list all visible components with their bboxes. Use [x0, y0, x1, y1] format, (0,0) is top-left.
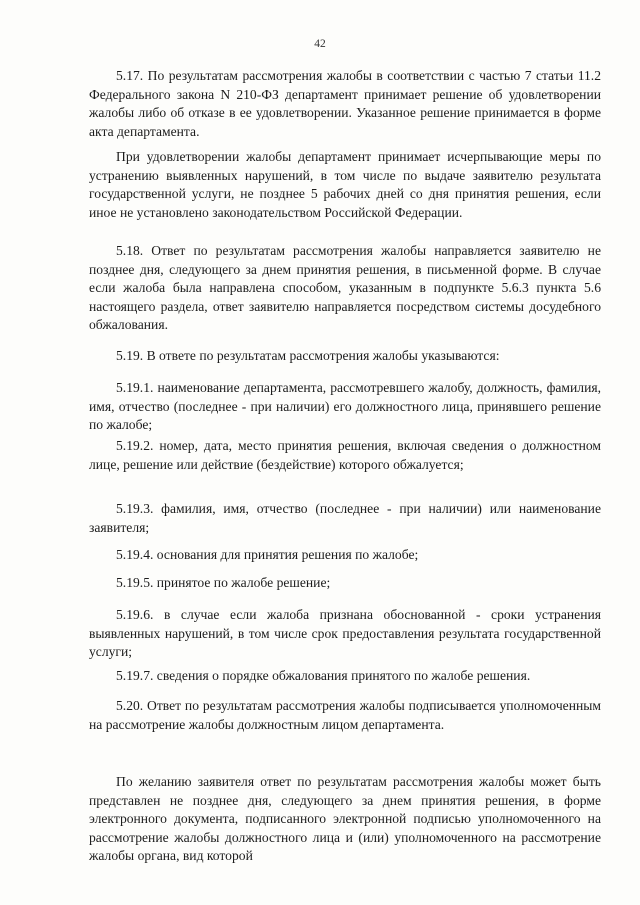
paragraph-5-19-6: 5.19.6. в случае если жалоба признана обоснованной - сроки устранения выявленных нарушений, в том числе срок предоставления результата государственной услуги;: [89, 607, 601, 660]
paragraph-5-18: 5.18. Ответ по результатам рассмотрения жалобы направляется заявителю не позднее дня, следующего за днем принятия решения, в письменной форме. В случае если жалоба была направлена способом, указанным в подпункте 5.6.3 пункта 5.6 настоящего раздела, ответ заявителю направляется посредством системы досудебного обжалования.: [89, 243, 601, 333]
paragraph-5-17: 5.17. По результатам рассмотрения жалобы в соответствии с частью 7 статьи 11.2 Федерального закона N 210-ФЗ департамент принимает решение об удовлетворении жалобы либо об отказе в ее удовлетворении. Указанное решение принимается в форме акта департамента.: [89, 68, 601, 139]
paragraph-5-19-7: 5.19.7. сведения о порядке обжалования принятого по жалобе решения.: [116, 668, 531, 683]
paragraph-5-19-4: 5.19.4. основания для принятия решения по жалобе;: [116, 547, 419, 562]
page-number: 42: [314, 38, 326, 50]
paragraph-5-19-2: 5.19.2. номер, дата, место принятия решения, включая сведения о должностном лице, решение или действие (бездействие) которого обжалуется;: [89, 438, 601, 472]
paragraph-electronic-response: По желанию заявителя ответ по результатам рассмотрения жалобы может быть представлен не позднее дня, следующего за днем принятия решения, в форме электронного документа, подписанного электронной подписью уполномоченного на рассмотрение жалобы должностного лица и (или) уполномоченного на рассмотрение жалобы органа, вид которой: [89, 774, 601, 864]
paragraph-5-20: 5.20. Ответ по результатам рассмотрения жалобы подписывается уполномоченным на рассмотрение жалобы должностным лицом департамента.: [89, 698, 601, 732]
paragraph-5-19-3: 5.19.3. фамилия, имя, отчество (последнее - при наличии) или наименование заявителя;: [89, 501, 601, 535]
paragraph-5-19-5: 5.19.5. принятое по жалобе решение;: [116, 575, 331, 590]
paragraph-5-19-1: 5.19.1. наименование департамента, рассмотревшего жалобу, должность, фамилия, имя, отчество (последнее - при наличии) его должностного лица, принявшего решение по жалобе;: [89, 380, 601, 433]
paragraph-satisfaction: При удовлетворении жалобы департамент принимает исчерпывающие меры по устранению выявленных нарушений, в том числе по выдаче заявителю результата государственной услуги, не позднее 5 рабочих дней со дня принятия решения, если иное не установлено законодательством Российской Федерации.: [89, 149, 601, 220]
paragraph-5-19: 5.19. В ответе по результатам рассмотрения жалобы указываются:: [116, 348, 500, 363]
